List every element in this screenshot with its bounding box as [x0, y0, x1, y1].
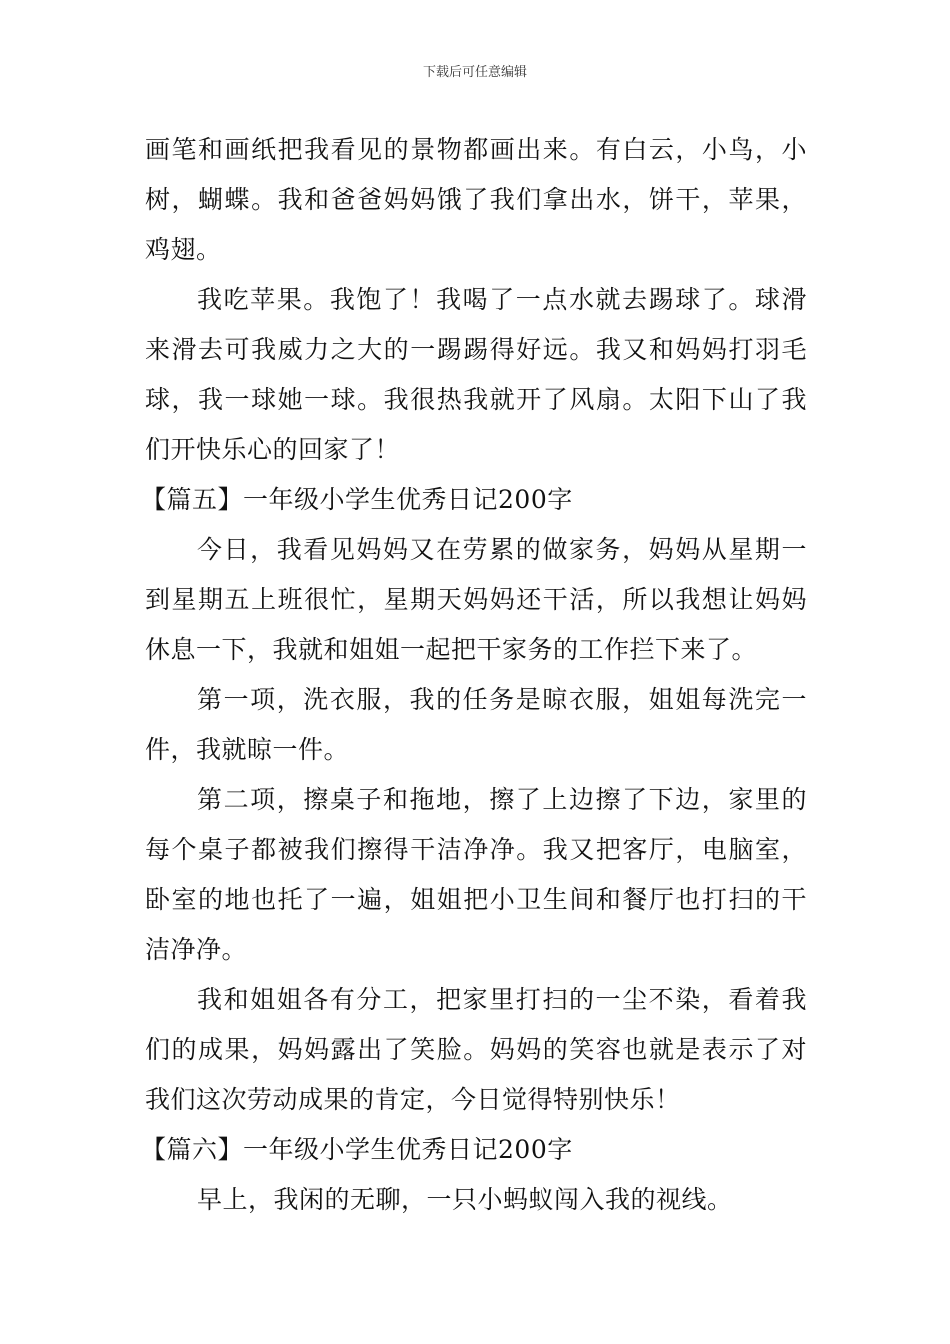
paragraph: 我和姐姐各有分工，把家里打扫的一尘不染，看着我们的成果，妈妈露出了笑脸。妈妈的笑容也就是表示了对我们这次劳动成果的肯定，今日觉得特别快乐！	[145, 985, 807, 1114]
paragraph: 今日，我看见妈妈又在劳累的做家务，妈妈从星期一到星期五上班很忙，星期天妈妈还干活，所以我想让妈妈休息一下，我就和姐姐一起把干家务的工作拦下来了。	[145, 535, 807, 664]
page-header: 下载后可任意编辑	[422, 65, 527, 80]
paragraph: 画笔和画纸把我看见的景物都画出来。有白云，小鸟，小树，蝴蝶。我和爸爸妈妈饿了我们拿出水，饼干，苹果，鸡翅。	[145, 135, 807, 264]
section-heading: 【篇五】一年级小学生优秀日记200字	[141, 485, 573, 514]
section-heading: 【篇六】一年级小学生优秀日记200字	[141, 1135, 573, 1164]
paragraph: 我吃苹果。我饱了！我喝了一点水就去踢球了。球滑来滑去可我威力之大的一踢踢得好远。我又和妈妈打羽毛球，我一球她一球。我很热我就开了风扇。太阳下山了我们开快乐心的回家了！	[145, 285, 807, 464]
paragraph: 早上，我闲的无聊，一只小蚂蚁闯入我的视线。	[197, 1185, 733, 1214]
paragraph: 第二项，擦桌子和拖地，擦了上边擦了下边，家里的每个桌子都被我们擦得干洁净净。我又把客厅，电脑室，卧室的地也托了一遍，姐姐把小卫生间和餐厅也打扫的干洁净净。	[145, 785, 807, 964]
paragraph: 第一项，洗衣服，我的任务是晾衣服，姐姐每洗完一件，我就晾一件。	[145, 685, 807, 764]
document-body	[141, 125, 807, 1225]
